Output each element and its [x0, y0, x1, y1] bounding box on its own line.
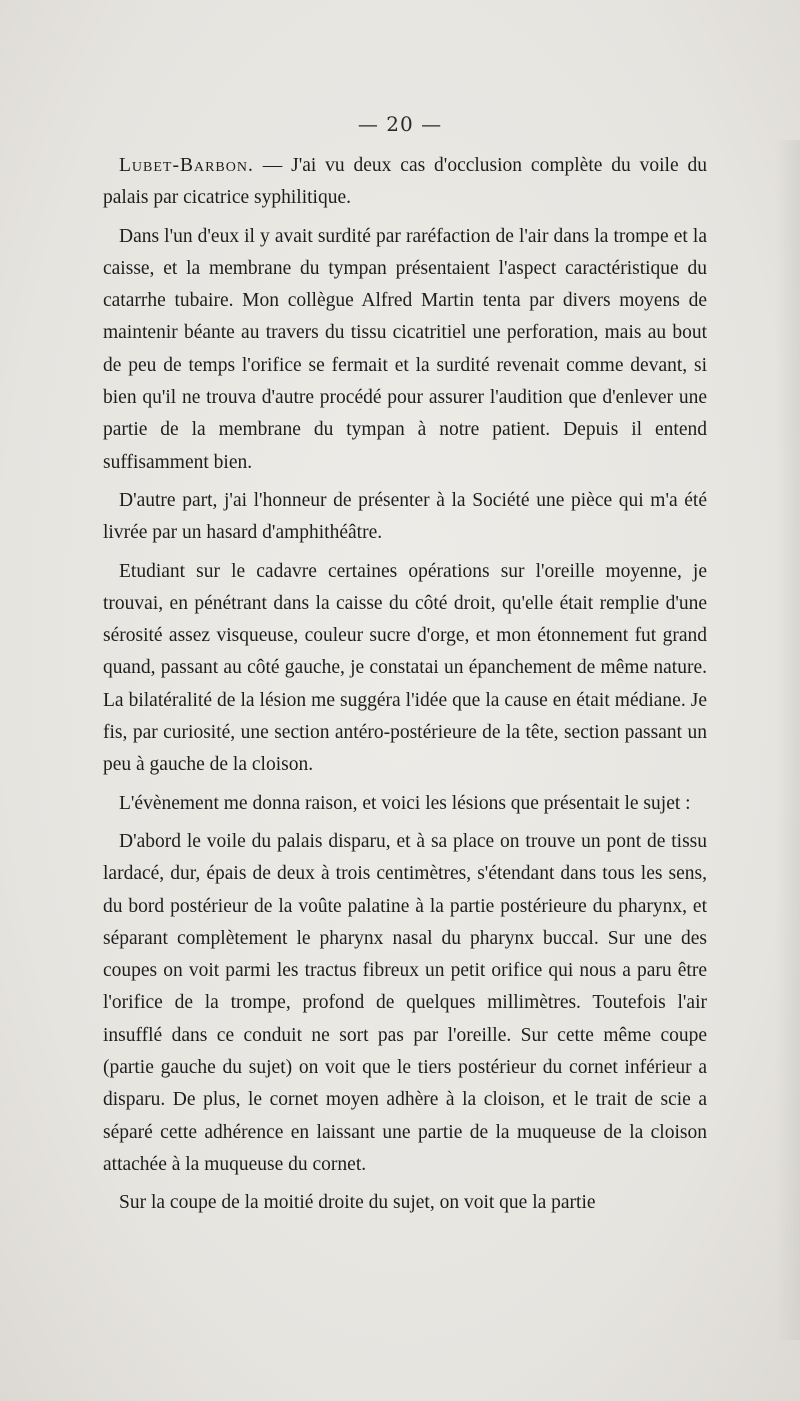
paragraph-5: L'évènement me donna raison, et voici les lésions que présentait le sujet : — [119, 792, 691, 814]
page-edge-bleed — [776, 140, 800, 1340]
speaker-name: Lubet-Barbon. — [119, 155, 254, 176]
paragraph-7: Sur la coupe de la moitié droite du sujet, on voit que la partie — [119, 1192, 596, 1214]
paragraph-3: D'autre part, j'ai l'honneur de présenter à la Société une pièce qui m'a été livrée par un hasard d'amphithéâtre. — [103, 489, 707, 544]
page-number: — 20 — — [357, 112, 443, 136]
paragraph-1 — [103, 150, 707, 215]
paragraph-1-text: — J'ai vu deux cas d'occlusion complète du voile du palais par cicatrice syphilitique. — [103, 155, 707, 209]
paragraph-2: Dans l'un d'eux il y avait surdité par raréfaction de l'air dans la trompe et la caisse, et la membrane du tympan présentaient l'aspect caractéristique du catarrhe tubaire. Mon collègue Alfred Martin tenta par divers moyens de maintenir béante au travers du tissu cicatritiel une perforation, mais au bout de peu de temps l'orifice se fermait et la surdité revenait comme devant, si bien qu'il ne trouva d'autre procédé pour assurer l'audition que d'enlever une partie de la membrane du tympan à notre patient. Depuis il entend suffisamment bien. — [103, 225, 707, 473]
paragraph-6: D'abord le voile du palais disparu, et à sa place on trouve un pont de tissu lardacé, dur, épais de deux à trois centimètres, s'étendant dans tous les sens, du bord postérieur de la voûte palatine à la partie postérieure du pharynx, et séparant complètement le pharynx nasal du pharynx buccal. Sur une des coupes on voit parmi les tractus fibreux un petit orifice qui nous a paru être l'orifice de la trompe, profond de quelques millimètres. Toutefois l'air insufflé dans ce conduit ne sort pas par l'oreille. Sur cette même coupe (partie gauche du sujet) on voit que le tiers postérieur du cornet inférieur a disparu. De plus, le cornet moyen adhère à la cloison, et le trait de scie a séparé cette adhérence en laissant une partie de la muqueuse de la cloison attachée à la muqueuse du cornet. — [103, 830, 707, 1175]
body-text — [103, 150, 707, 1226]
paragraph-4: Etudiant sur le cadavre certaines opérations sur l'oreille moyenne, je trouvai, en pénétrant dans la caisse du côté droit, qu'elle était remplie d'une sérosité assez visqueuse, couleur sucre d'orge, et mon étonnement fut grand quand, passant au côté gauche, je constatai un épanchement de même nature. La bilatéralité de la lésion me suggéra l'idée que la cause en était médiane. Je fis, par curiosité, une section antéro-postérieure de la tête, section passant un peu à gauche de la cloison. — [103, 560, 707, 776]
